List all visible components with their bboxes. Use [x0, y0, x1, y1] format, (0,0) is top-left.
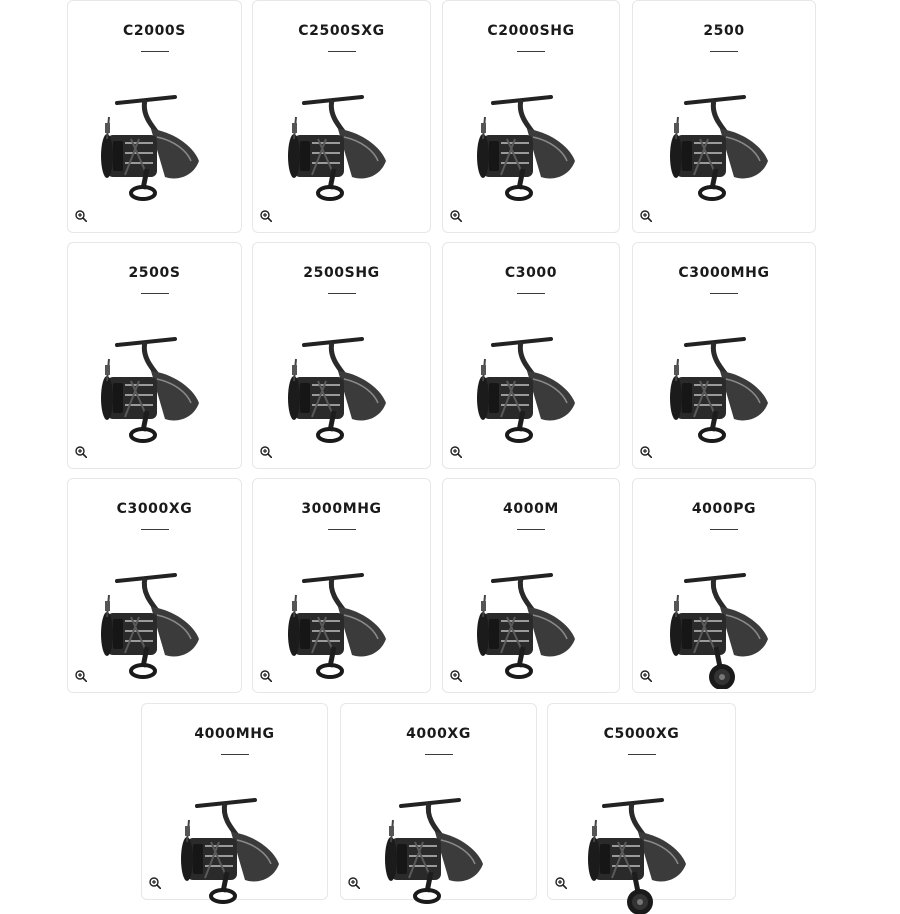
variant-model-name: 4000XG	[406, 726, 471, 742]
title-underline	[425, 754, 453, 755]
zoom-in-icon[interactable]	[149, 877, 161, 889]
title-underline	[517, 529, 545, 530]
spinning-reel-image	[95, 325, 215, 453]
zoom-in-icon[interactable]	[260, 210, 272, 222]
spinning-reel-image	[471, 561, 591, 689]
zoom-in-icon[interactable]	[555, 877, 567, 889]
title-underline	[517, 51, 545, 52]
product-variant-card[interactable]	[632, 478, 816, 693]
product-variant-card[interactable]	[252, 478, 431, 693]
variant-model-name: C2500SXG	[298, 23, 385, 39]
spinning-reel-image	[95, 83, 215, 211]
variant-model-name: C3000MHG	[678, 265, 770, 281]
zoom-in-icon[interactable]	[450, 210, 462, 222]
title-underline	[628, 754, 656, 755]
spinning-reel-image	[664, 83, 784, 211]
variant-model-name: 2500SHG	[303, 265, 380, 281]
product-variant-card[interactable]	[340, 703, 537, 900]
title-underline	[710, 51, 738, 52]
zoom-in-icon[interactable]	[75, 670, 87, 682]
title-underline	[221, 754, 249, 755]
zoom-in-icon[interactable]	[640, 210, 652, 222]
title-underline	[141, 51, 169, 52]
variant-model-name: C2000S	[123, 23, 186, 39]
variant-model-name: 3000MHG	[301, 501, 382, 517]
title-underline	[141, 293, 169, 294]
variant-model-name: 4000M	[503, 501, 559, 517]
spinning-reel-image	[282, 83, 402, 211]
zoom-in-icon[interactable]	[640, 670, 652, 682]
product-variant-card[interactable]	[67, 242, 242, 469]
zoom-in-icon[interactable]	[75, 446, 87, 458]
title-underline	[710, 293, 738, 294]
product-variant-card[interactable]	[442, 242, 620, 469]
variant-model-name: C3000XG	[116, 501, 193, 517]
spinning-reel-image	[664, 561, 784, 689]
zoom-in-icon[interactable]	[260, 446, 272, 458]
product-variant-card[interactable]	[442, 478, 620, 693]
zoom-in-icon[interactable]	[640, 446, 652, 458]
title-underline	[328, 293, 356, 294]
title-underline	[328, 51, 356, 52]
zoom-in-icon[interactable]	[75, 210, 87, 222]
product-variant-card[interactable]	[547, 703, 736, 900]
spinning-reel-image	[379, 786, 499, 914]
spinning-reel-image	[95, 561, 215, 689]
spinning-reel-image	[471, 83, 591, 211]
product-variant-card[interactable]	[252, 0, 431, 233]
spinning-reel-image	[282, 325, 402, 453]
spinning-reel-image	[175, 786, 295, 914]
product-variant-card[interactable]	[632, 0, 816, 233]
product-variant-card[interactable]	[141, 703, 328, 900]
spinning-reel-image	[582, 786, 702, 914]
variant-model-name: C5000XG	[603, 726, 680, 742]
zoom-in-icon[interactable]	[348, 877, 360, 889]
zoom-in-icon[interactable]	[450, 670, 462, 682]
zoom-in-icon[interactable]	[450, 446, 462, 458]
product-variant-card[interactable]	[442, 0, 620, 233]
title-underline	[328, 529, 356, 530]
spinning-reel-image	[664, 325, 784, 453]
title-underline	[517, 293, 545, 294]
product-variant-card[interactable]	[252, 242, 431, 469]
spinning-reel-image	[282, 561, 402, 689]
variant-model-name: 2500S	[128, 265, 181, 281]
zoom-in-icon[interactable]	[260, 670, 272, 682]
variant-model-name: 4000PG	[691, 501, 757, 517]
variant-model-name: C2000SHG	[487, 23, 575, 39]
spinning-reel-image	[471, 325, 591, 453]
variant-model-name: C3000	[504, 265, 558, 281]
product-variant-card[interactable]	[67, 0, 242, 233]
product-variant-card[interactable]	[632, 242, 816, 469]
variant-model-name: 2500	[703, 23, 745, 39]
title-underline	[710, 529, 738, 530]
title-underline	[141, 529, 169, 530]
variant-model-name: 4000MHG	[194, 726, 275, 742]
product-variant-card[interactable]	[67, 478, 242, 693]
